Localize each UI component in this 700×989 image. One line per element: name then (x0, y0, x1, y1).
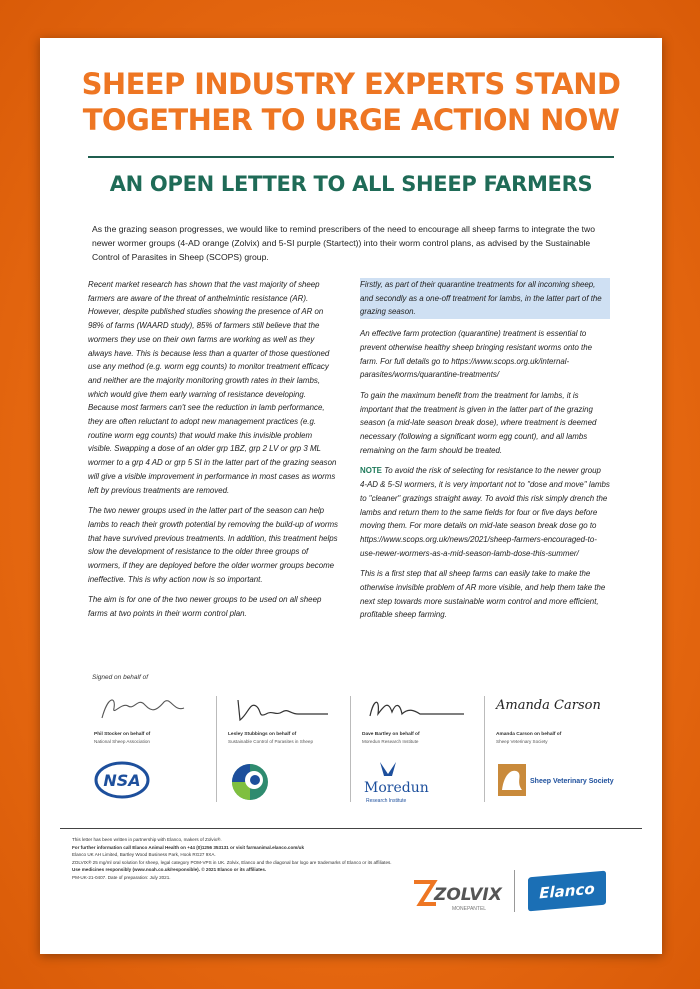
note-text: To avoid the risk of selecting for resistance to the newer group 4-AD & 5-SI wormers, it is very important not to "dose and move" lambs to "cleaner" grazings straight away. To avoid this risk simply drench the lambs and return them to the same fields for four or five days before moving them. For more details on mid-late season break dose go to https://www.scops.org.uk/news/2021/sheep-farmers-encouraged-to-use-newer-wormers-as-a-mid-season-lamb-dose-this-summer/ (360, 466, 610, 558)
signature-dave-bartley (362, 692, 472, 726)
fine-print-line: For further information call Elanco Animal Health on +44 (0)1256 353131 or visit farmanimal.elanco.com/uk (72, 844, 305, 850)
signature-phil-stocker (94, 692, 204, 726)
signatories-row (88, 690, 618, 810)
left-paragraph-2: The two newer groups used in the latter part of the season can help lambs to reach their growth potential by removing the build-up of worms that have survived previous treatments. In addition, this treatment helps slow the development of resistance to the older three groups of wormers, if they are deployed before the older wormer groups become ineffective. This is why action now is so important. (88, 506, 338, 584)
fine-print-line: This letter has been written in partnership with Elanco, makers of Zolvix®. (72, 837, 222, 842)
fine-print-line: PM-UK-21-0407. Date of preparation: July 2021. (72, 874, 171, 880)
svs-logo-text: Sheep Veterinary Society (530, 778, 614, 785)
signatory-svs (490, 690, 618, 810)
letter-page (40, 38, 662, 954)
note-paragraph (360, 464, 610, 560)
note-label: NOTE (360, 466, 382, 476)
nsa-logo-icon (94, 760, 154, 800)
signatory-name: Lesley Stubbings on behalf of (228, 732, 297, 737)
zolvix-logo-icon (412, 874, 508, 914)
left-paragraph-1: Recent market research has shown that the vast majority of sheep farmers are aware of the threat of anthelmintic resistance (AR). However, despite published studies showing the presence of AR on 98% of farms (WAARD study), 85% of farmers still believe that the wormers they use on their own farms are working as well as they always have. This is because less than a quarter of those questioned use any method (e.g. worm egg counts) to monitor treatment efficacy and neither are the majority monitoring growth rates in their lambs, which would give them early warning of resistance developing. Because most farmers can't see the reduction in lamb performance, they are often reluctant to adopt new management practices (e.g. routine worm egg counts) that would make this invisible problem visible. Swapping a dose of an older grp 1BZ, grp 2 LV or grp 3 ML wormer to a grp 4 AD or grp 5 SI in the latter part of the grazing season will give a visible improvement in performance in most cases as worms left by previous treatments are removed. (88, 280, 337, 495)
title-line-1: SHEEP INDUSTRY EXPERTS STAND (81, 67, 621, 101)
fine-print-line: Elanco UK AH Limited, Bartley Wood Business Park, Hook RG27 9XA. (72, 852, 216, 858)
signatory-name: Phil Stocker on behalf of (94, 732, 151, 737)
signatory-divider (216, 696, 217, 802)
zolvix-logo-text: ZOLVIX (434, 885, 502, 905)
title-divider (88, 156, 614, 158)
elanco-logo: Elanco (528, 871, 606, 912)
scops-logo-icon (228, 760, 272, 804)
left-column (88, 278, 338, 628)
fine-print-line: Use medicines responsibly (www.noah.co.uk/responsible). © 2021 Elanco or its affiliates. (72, 867, 267, 873)
signatory-org: Moredun Research Institute (362, 739, 419, 744)
brand-divider (514, 870, 515, 912)
signatory-name: Amanda Carson on behalf of (496, 732, 562, 737)
intro-paragraph: As the grazing season progresses, we would like to remind prescribers of the need to encourage all sheep farms to integrate the two newer wormer groups (4-AD orange (Zolvix) and 5-SI purple (Startect)) into their worm control plans, as advised by the Sustainable Control of Parasites in Sheep (SCOPS) group. (92, 224, 596, 262)
zolvix-logo-subtext: MONEPANTEL (452, 906, 487, 912)
fine-print-line: ZOLVIX® 25 mg/ml oral solution for sheep, legal category POM-VPS in UK. Zolvix, Elanco and the diagonal bar logo are trademarks of Elanco or its affiliates. (72, 859, 392, 865)
signatory-org: National Sheep Association (94, 739, 150, 744)
moredun-logo-icon (362, 760, 442, 808)
right-paragraph-1: An effective farm protection (quarantine) treatment is essential to prevent otherwise healthy sheep bringing resistant worms onto the farm. For full details go to https://www.scops.org.uk/internal-parasites/worms/quarantine-treatments/ (360, 329, 593, 380)
fine-print (72, 836, 432, 882)
right-paragraph-2: To gain the maximum benefit from the treatment for lambs, it is important that the treatment is given in the latter part of the grazing season (a mid-late season break dose), where treatment is deemed necessary (following a significant worm egg count), and all lambs remaining on the farm should be treated. (360, 390, 597, 455)
signed-label: Signed on behalf of (92, 674, 149, 681)
nsa-logo-text: NSA (103, 771, 141, 790)
svs-logo-icon (496, 760, 622, 800)
signature-lesley-stubbings (228, 692, 338, 726)
signature-amanda-carson: Amanda Carson (496, 698, 601, 713)
signatory-name: Dave Bartley on behalf of (362, 732, 420, 737)
signatory-divider (350, 696, 351, 802)
signatory-org: Sustainable Control of Parasites in Sheep (228, 739, 314, 744)
page-subtitle: AN OPEN LETTER TO ALL SHEEP FARMERS (109, 172, 593, 196)
footer-divider (60, 828, 642, 829)
signatory-divider (484, 696, 485, 802)
highlighted-text: Firstly, as part of their quarantine treatments for all incoming sheep, and secondly as a one-off treatment for lambs, in the latter part of the grazing season. (360, 278, 610, 319)
title-line-2: TOGETHER TO URGE ACTION NOW (82, 103, 620, 137)
moredun-logo-subtext: Research Institute (366, 798, 407, 804)
signatory-nsa (88, 690, 216, 810)
left-paragraph-3: The aim is for one of the two newer groups to be used on all sheep farms at two points in their worm control plan. (88, 595, 322, 619)
page-title (60, 66, 642, 138)
right-column (360, 278, 610, 629)
signatory-moredun (356, 690, 484, 810)
closing-paragraph: This is a first step that all sheep farms can easily take to make the otherwise invisible problem of AR more visible, and help them take the next step towards more sustainable worm control and more efficient, profitable sheep farming. (360, 569, 606, 620)
signatory-org: Sheep Veterinary Society (496, 739, 548, 744)
signatory-scops (222, 690, 350, 810)
moredun-logo-text: Moredun (364, 780, 429, 796)
